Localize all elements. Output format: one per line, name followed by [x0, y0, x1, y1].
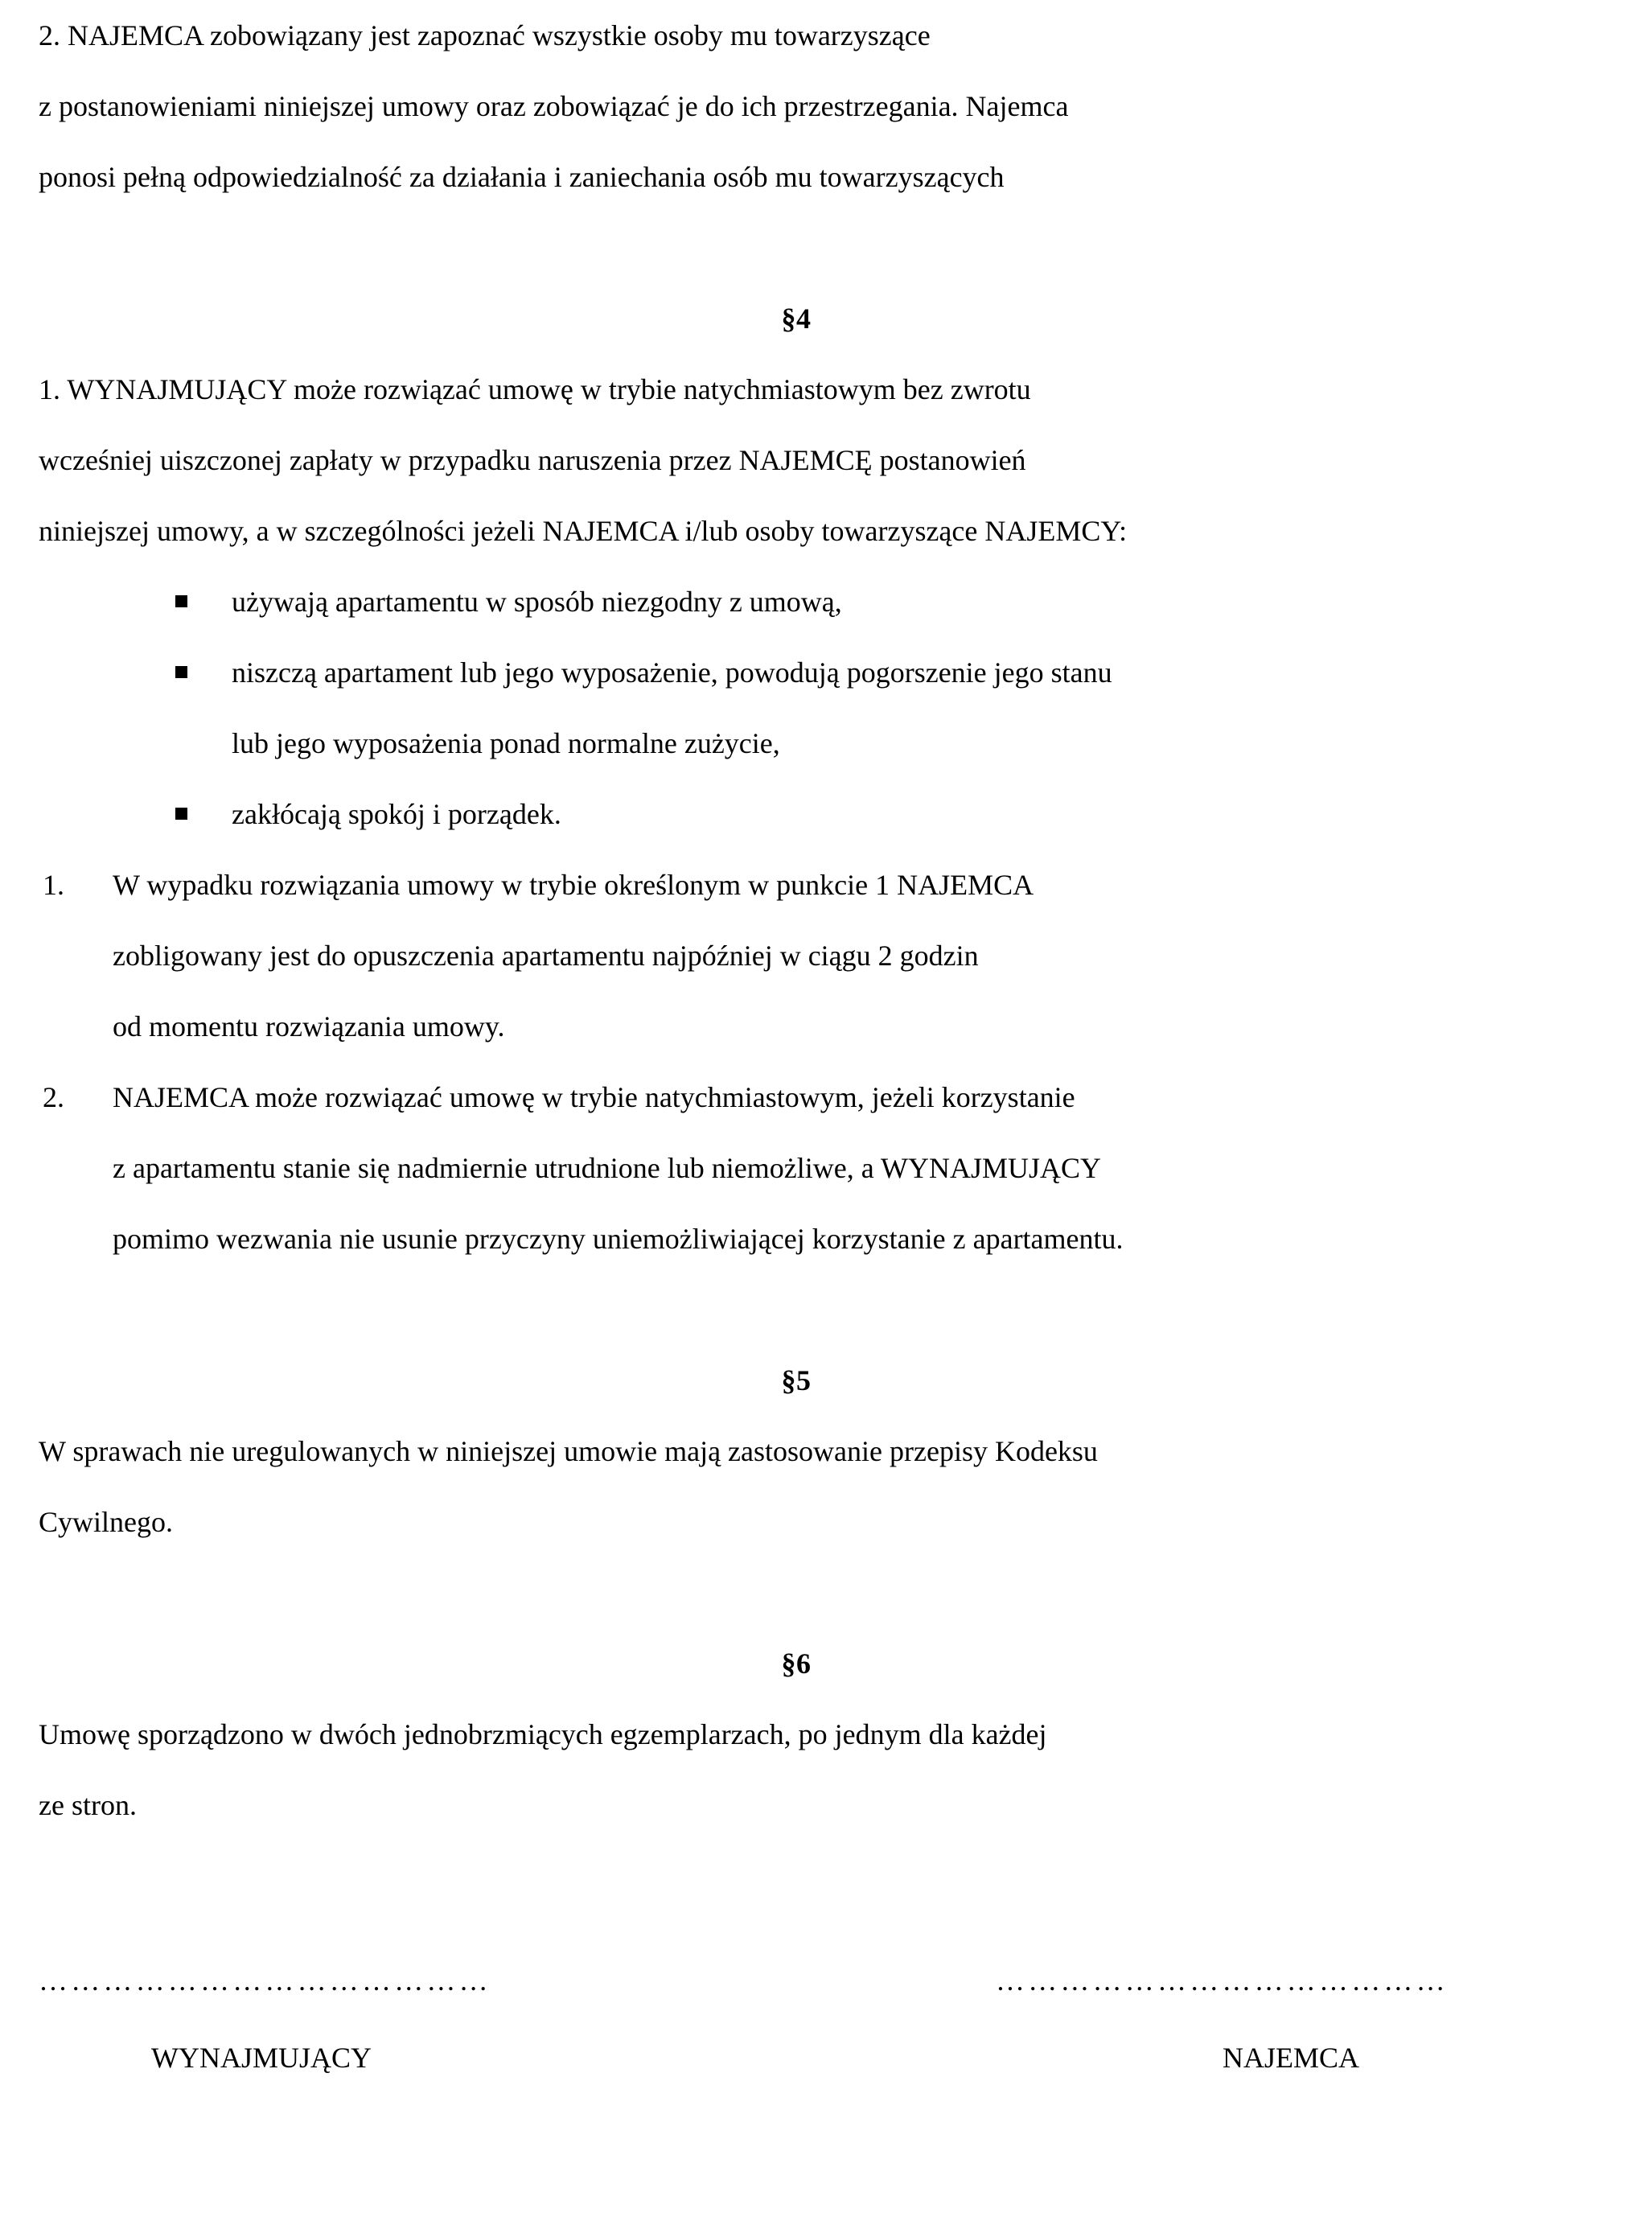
- list-item: [39, 779, 1583, 849]
- square-bullet-icon: [175, 666, 187, 678]
- intro-clause-line-1: 2. NAJEMCA zobowiązany jest zapoznać wszystkie osoby mu towarzyszące: [39, 19, 931, 51]
- numbered-item-line: NAJEMCA może rozwiązać umowę w trybie natychmiastowym, jeżeli korzystanie: [113, 1081, 1075, 1113]
- spacer-before-section-5: [39, 1274, 1583, 1345]
- intro-clause-paragraph: [39, 0, 1583, 212]
- list-item: [39, 849, 1583, 1062]
- signature-label-landlord: WYNAJMUJĄCY: [151, 2042, 372, 2074]
- numbered-item-line: z apartamentu stanie się nadmiernie utrudnione lub niemożliwe, a WYNAJMUJĄCY: [113, 1152, 1102, 1184]
- list-item: [39, 1062, 1583, 1274]
- bullet-item-line: zakłócają spokój i porządek.: [232, 798, 561, 830]
- section-heading-5: §5: [781, 1364, 812, 1396]
- list-item-number: 1.: [43, 869, 64, 901]
- square-bullet-icon: [175, 595, 187, 607]
- signature-label-tenant: NAJEMCA: [1223, 2042, 1360, 2074]
- signature-lines-row: [39, 1956, 1583, 2034]
- bullet-item-line: lub jego wyposażenia ponad normalne zużycie,: [232, 727, 780, 759]
- spacer-before-section-4: [39, 212, 1583, 283]
- numbered-item-line: zobligowany jest do opuszczenia apartamentu najpóźniej w ciągu 2 godzin: [113, 940, 979, 972]
- document-body: [39, 0, 1583, 1841]
- section-heading-6: §6: [781, 1647, 812, 1680]
- section-heading-4: §4: [781, 302, 812, 335]
- section-5-line-2: Cywilnego.: [39, 1506, 173, 1538]
- section-4-clause-1-line-2: wcześniej uiszczonej zapłaty w przypadku naruszenia przez NAJEMCĘ postanowień: [39, 444, 1026, 476]
- section-4-clause-1-line-3: niniejszej umowy, a w szczególności jeżeli NAJEMCA i/lub osoby towarzyszące NAJEMCY:: [39, 515, 1128, 547]
- section-6-line-2: ze stron.: [39, 1789, 137, 1821]
- list-item-number: 2.: [43, 1081, 64, 1113]
- section-4-numbered-list: [39, 849, 1583, 1274]
- numbered-item-line: pomimo wezwania nie usunie przyczyny uniemożliwiającej korzystanie z apartamentu.: [113, 1223, 1124, 1255]
- signature-line-landlord: ……………………………………: [39, 1964, 491, 1997]
- bullet-item-line: używają apartamentu w sposób niezgodny z umową,: [232, 586, 842, 618]
- list-item: [39, 566, 1583, 637]
- bullet-item-line: niszczą apartament lub jego wyposażenie, powodują pogorszenie jego stanu: [232, 656, 1112, 689]
- section-5-paragraph: [39, 1416, 1583, 1557]
- section-4-clause-1: [39, 354, 1583, 566]
- signature-labels-row: [39, 2034, 1583, 2106]
- section-6-paragraph: [39, 1699, 1583, 1841]
- list-item: [39, 637, 1583, 779]
- square-bullet-icon: [175, 808, 187, 820]
- intro-clause-line-3: ponosi pełną odpowiedzialność za działania i zaniechania osób mu towarzyszących: [39, 161, 1005, 193]
- numbered-item-line: W wypadku rozwiązania umowy w trybie określonym w punkcie 1 NAJEMCA: [113, 869, 1034, 901]
- section-4-bullet-list: [39, 566, 1583, 849]
- intro-clause-line-2: z postanowieniami niniejszej umowy oraz zobowiązać je do ich przestrzegania. Najemca: [39, 90, 1069, 122]
- signature-line-tenant: ……………………………………: [996, 1964, 1449, 1997]
- signature-block: [39, 1956, 1583, 2106]
- section-4-clause-1-line-1: 1. WYNAJMUJĄCY może rozwiązać umowę w trybie natychmiastowym bez zwrotu: [39, 373, 1031, 405]
- spacer-before-section-6: [39, 1557, 1583, 1628]
- section-6-line-1: Umowę sporządzono w dwóch jednobrzmiących egzemplarzach, po jednym dla każdej: [39, 1718, 1047, 1750]
- section-5-line-1: W sprawach nie uregulowanych w niniejszej umowie mają zastosowanie przepisy Kodeksu: [39, 1435, 1098, 1467]
- numbered-item-line: od momentu rozwiązania umowy.: [113, 1010, 505, 1043]
